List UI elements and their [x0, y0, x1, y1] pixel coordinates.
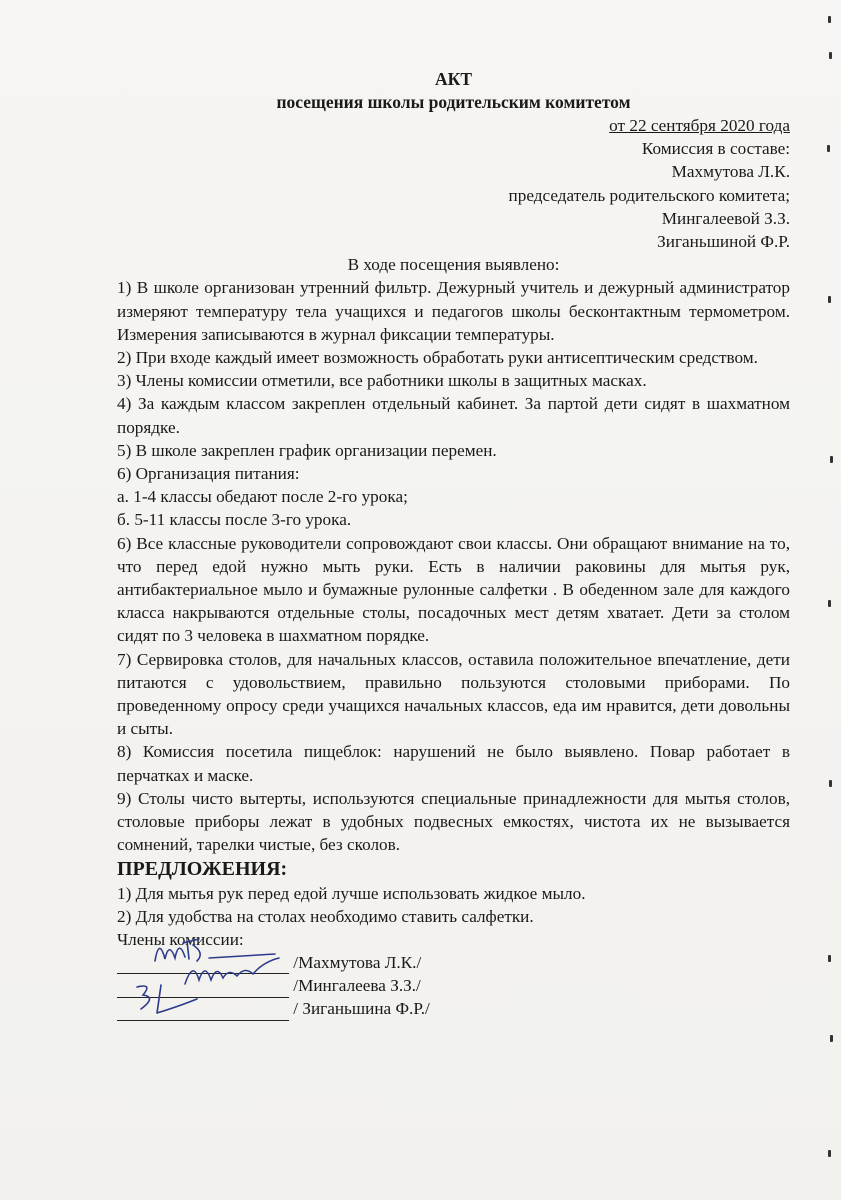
- punch-hole-mark: [828, 16, 831, 23]
- signatory-name: /Махмутова Л.К./: [293, 953, 422, 973]
- signature-row: [117, 974, 790, 997]
- punch-hole-mark: [829, 780, 832, 787]
- findings-intro: В ходе посещения выявлено:: [347, 255, 560, 275]
- commission-member: Зиганьшиной Ф.Р.: [657, 232, 790, 252]
- signatures-label: Члены комиссии:: [117, 929, 244, 949]
- signatory-name: / Зиганьшина Ф.Р./: [293, 999, 430, 1019]
- punch-hole-mark: [828, 1150, 831, 1157]
- finding-item: 7) Сервировка столов, для начальных классов, оставила положительное впечатление, дети питаются с удовольствием, правильно пользуются столовыми приборами. По проведенному опросу среди учащихся начальных классов, еда им нравится, дети довольны и сыты.: [117, 649, 790, 739]
- commission-member-chair: Махмутова Л.К.: [671, 162, 790, 182]
- punch-hole-mark: [827, 145, 830, 152]
- finding-item: 3) Члены комиссии отметили, все работники школы в защитных масках.: [117, 371, 647, 391]
- finding-item: 5) В школе закреплен график организации перемен.: [117, 440, 497, 460]
- finding-subitem: а. 1-4 классы обедают после 2-го урока;: [117, 487, 408, 507]
- punch-hole-mark: [828, 296, 831, 303]
- finding-item: 4) За каждым классом закреплен отдельный кабинет. За партой дети сидят в шахматном порядке.: [117, 394, 790, 437]
- punch-hole-mark: [828, 955, 831, 962]
- punch-hole-mark: [830, 456, 833, 463]
- signature-line: [117, 955, 289, 974]
- signature-line: [117, 979, 289, 998]
- document-date-line: [117, 114, 790, 137]
- finding-item: 1) В школе организован утренний фильтр. Дежурный учитель и дежурный администратор измеряют температуру тела учащихся и педагогов школы бесконтактным термометром. Измерения записываются в журнал фиксации температуры.: [117, 278, 790, 344]
- signature-line: [117, 1002, 289, 1021]
- finding-item: 6) Организация питания:: [117, 464, 300, 484]
- commission-label: Комиссия в составе:: [641, 139, 790, 159]
- finding-item: 8) Комиссия посетила пищеблок: нарушений не было выявлено. Повар работает в перчатках и маске.: [117, 742, 790, 785]
- punch-hole-mark: [829, 52, 832, 59]
- document-date: от 22 сентября 2020 года: [609, 116, 790, 135]
- proposals-heading: ПРЕДЛОЖЕНИЯ:: [117, 857, 288, 880]
- finding-item: 6) Все классные руководители сопровождают свои классы. Они обращают внимание на то, что перед едой нужно мыть руки. Есть в наличии раковины для мытья рук, антибактериальное мыло и бумажные рулонные салфетки . В обеденном зале для каждого класса накрываются отдельные столы, посадочных мест детям хватает. Дети за столом сидят по 3 человека в шахматном порядке.: [117, 533, 790, 646]
- signatory-name: /Мингалеева З.З./: [293, 976, 421, 996]
- proposal-item: 2) Для удобства на столах необходимо ставить салфетки.: [117, 906, 534, 926]
- finding-item: 9) Столы чисто вытерты, используются специальные принадлежности для мытья столов, столовые приборы лежат в удобных подвесных емкостях, чистота их не вызывается сомнений, тарелки чистые, без сколов.: [117, 788, 790, 855]
- document-subtitle: посещения школы родительским комитетом: [276, 92, 631, 112]
- signature-row: [117, 951, 790, 974]
- document-title: АКТ: [435, 69, 472, 89]
- proposal-item: 1) Для мытья рук перед едой лучше использовать жидкое мыло.: [117, 883, 586, 903]
- punch-hole-mark: [830, 1035, 833, 1042]
- punch-hole-mark: [828, 600, 831, 607]
- signature-row: [117, 997, 790, 1020]
- commission-member: Мингалеевой З.З.: [661, 208, 790, 228]
- finding-item: 2) При входе каждый имеет возможность обработать руки антисептическим средством.: [117, 348, 758, 368]
- finding-subitem: б. 5-11 классы после 3-го урока.: [117, 510, 352, 530]
- commission-chair-role: председатель родительского комитета;: [508, 185, 790, 205]
- act-document: [117, 68, 790, 1021]
